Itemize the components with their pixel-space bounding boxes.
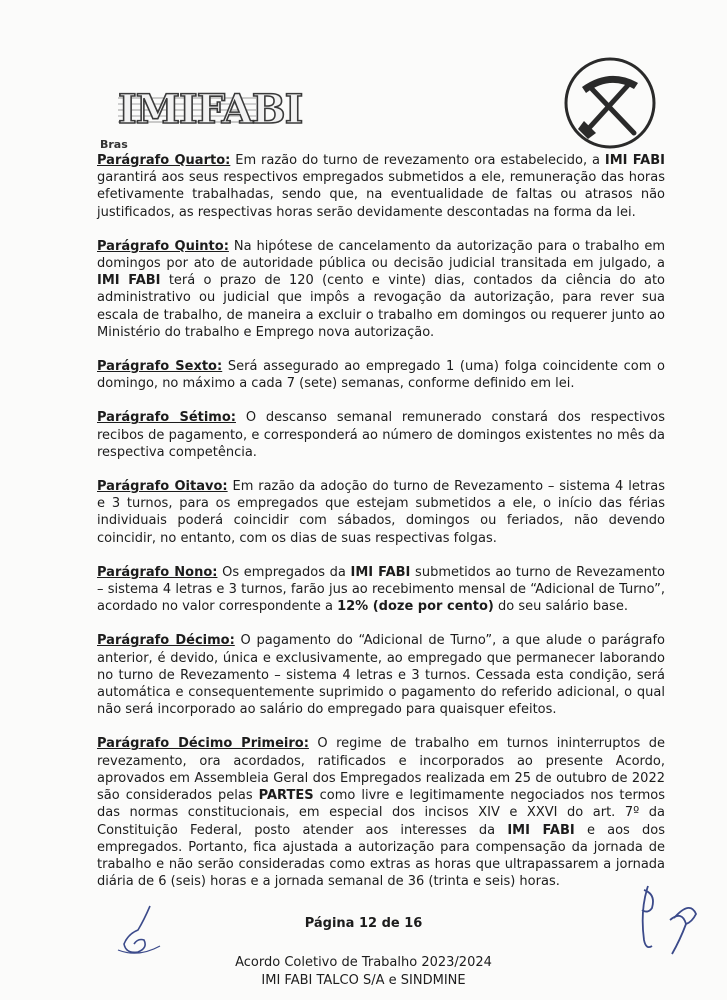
logo-wordmark: IMIFABI: [118, 86, 303, 133]
footer-parties: IMI FABI TALCO S/A e SINDMINE: [261, 973, 466, 988]
pickaxe-shovel-icon: [560, 53, 660, 153]
clause-paragraph: [97, 632, 665, 718]
clause-title: Parágrafo Quinto:: [97, 238, 229, 254]
bold-text: IMI FABI: [507, 822, 575, 838]
clause-text: do seu salário base.: [493, 599, 628, 615]
clause-paragraph: [97, 735, 665, 890]
signature-initial-left: [108, 900, 168, 960]
clause-text: Na hipótese de cancelamento da autorização para o trabalho em domingos por ato de autoridade pública ou decisão judicial transitada em julgado, a: [97, 238, 665, 272]
clause-title: Parágrafo Oitavo:: [97, 479, 228, 495]
clause-text: submetidos ao turno de Revezamento – sistema 4 letras e 3 turnos, farão jus ao recebimento mensal de “Adicional de Turno”, acordado no valor correspondente a: [97, 564, 666, 615]
clause-text: terá o prazo de 120 (cento e vinte) dias, contados da ciência do ato administrativo ou judicial que impôs a revogação da autorização, para rever sua escala de trabalho, de maneira a excluir o trabalho em domingos ou requerer junto ao Ministério do trabalho e Emprego nova autorização.: [97, 273, 665, 340]
clause-text: O pagamento do “Adicional de Turno”, a que alude o parágrafo anterior, é devido, única e exclusivamente, ao empregado que permanecer laborando no turno de Revezamento – sistema 4 letras e 3 turnos. Cessada esta condição, será automática e consequentemente suprimido o pagamento do referido adicional, o qual não será incorporado ao salário do empregado para quaisquer efeitos.: [97, 633, 665, 718]
company-logo: [118, 86, 303, 146]
clause-title: Parágrafo Sexto:: [97, 359, 223, 375]
bold-text: PARTES: [258, 788, 314, 804]
clause-title: Parágrafo Décimo Primeiro:: [97, 736, 309, 752]
signature-initial-right: [630, 880, 710, 960]
document-body: [97, 152, 665, 907]
clause-text: como livre e legitimamente negociados nos termos das normas constitucionais, em especial dos incisos XIV e XXVI do art. 7º da Constituição Federal, posto atender aos interesses da: [97, 788, 666, 838]
footer-agreement-title: Acordo Coletivo de Trabalho 2023/2024: [235, 955, 492, 970]
clause-title: Parágrafo Décimo:: [97, 633, 235, 649]
clause-paragraph: [97, 358, 665, 392]
clause-text: Em razão da adoção do turno de Revezamento – sistema 4 letras e 3 turnos, para os empregados que estejam submetidos a ele, o início das férias individuais poderá coincidir com sábados, domingos ou feriados, não devendo coincidir, no entanto, com os dias de suas respectivas folgas.: [97, 479, 665, 546]
clause-paragraph: [97, 409, 665, 461]
bold-text: 12% (doze por cento): [337, 599, 494, 615]
clause-title: Parágrafo Quarto:: [97, 153, 231, 168]
logo-subtitle: Bras: [100, 138, 128, 151]
bold-text: IMI FABI: [97, 273, 161, 289]
clause-text: e aos dos empregados. Portanto, fica ajustada a autorização para compensação da jornada de trabalho e não serão consideradas como extras as horas que ultrapassarem a jornada diária de 6 (seis) horas e a jornada semanal de 36 (trinta e seis) horas.: [97, 822, 665, 890]
page-number: Página 12 de 16: [304, 916, 423, 931]
clause-title: Parágrafo Nono:: [97, 564, 218, 580]
clause-text: garantirá aos seus respectivos empregados submetidos a ele, remuneração das horas efetivamente trabalhadas, sendo que, na eventualidade de faltas ou atrasos não justificados, as respectivas horas serão devidamente descontadas na forma da lei.: [97, 170, 665, 220]
bold-text: IMI FABI: [350, 564, 411, 580]
clause-paragraph: [97, 478, 665, 547]
clause-text: Os empregados da: [217, 564, 351, 580]
clause-text: Em razão do turno de revezamento ora estabelecido, a: [230, 153, 605, 168]
clause-paragraph: [97, 238, 665, 341]
clause-text: Será assegurado ao empregado 1 (uma) folga coincidente com o domingo, no máximo a cada 7 (sete) semanas, conforme definido em lei.: [97, 359, 666, 392]
clause-title: Parágrafo Sétimo:: [97, 410, 236, 426]
clause-text: O descanso semanal remunerado constará dos respectivos recibos de pagamento, e corresponderá ao número de domingos existentes no mês da respectiva competência.: [97, 410, 665, 460]
clause-paragraph: [97, 152, 665, 221]
clause-paragraph: [97, 564, 665, 616]
bold-text: IMI FABI: [604, 153, 665, 168]
clause-text: O regime de trabalho em turnos ininterruptos de revezamento, ora acordados, ratificados e incorporados ao presente Acordo, aprovados em Assembleia Geral dos Empregados realizada em 25 de outubro de 2022 são considerados pelas: [97, 736, 665, 804]
